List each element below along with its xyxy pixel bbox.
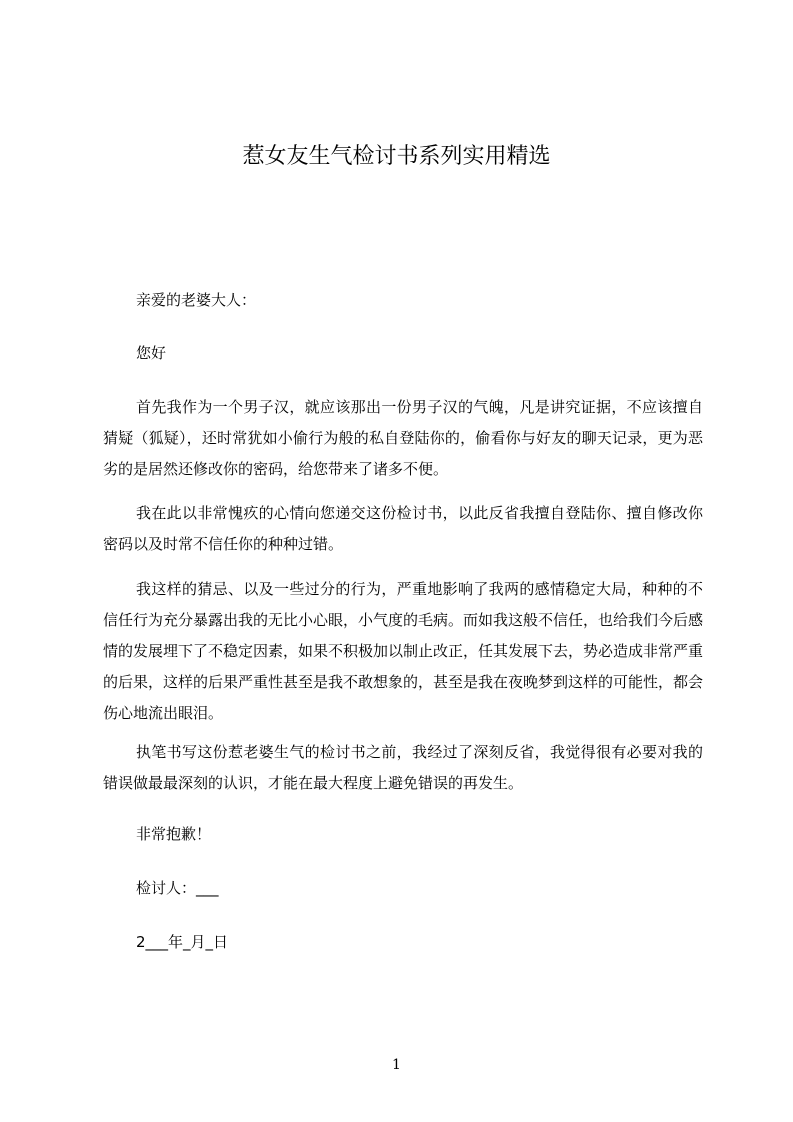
paragraph-2: 我在此以非常愧疚的心情向您递交这份检讨书，以此反省我擅自登陆你、擅自修改你密码以及时常不信任你的种种过错。 bbox=[103, 504, 703, 553]
page-number: 1 bbox=[392, 1057, 401, 1073]
apology-line: 非常抱歉！ bbox=[136, 825, 212, 843]
greeting: 您好 bbox=[136, 344, 167, 362]
paragraph-3: 我这样的猜忌、以及一些过分的行为，严重地影响了我两的感情稳定大局，种种的不信任行为充分暴露出我的无比小心眼，小气度的毛病。而如我这般不信任，也给我们今后感情的发展埋下了不稳定因素，如果不积极加以制止改正，任其发展下去，势必造成非常严重的后果，这样的后果严重性甚至是我不敢想象的，甚至是我在夜晚梦到这样的可能性，都会伤心地流出眼泪。 bbox=[103, 580, 704, 722]
salutation: 亲爱的老婆大人： bbox=[136, 291, 257, 309]
date-line: 2___年_月_日 bbox=[136, 933, 229, 951]
paragraph-1: 首先我作为一个男子汉，就应该那出一份男子汉的气魄，凡是讲究证据，不应该擅自猜疑（狐疑），还时常犹如小偷行为般的私自登陆你的，偷看你与好友的聊天记录，更为恶劣的是居然还修改你的密码，给您带来了诸多不便。 bbox=[103, 398, 703, 478]
document-title: 惹女友生气检讨书系列实用精选 bbox=[242, 144, 551, 169]
signer-line: 检讨人：___ bbox=[136, 879, 219, 897]
paragraph-4: 执笔书写这份惹老婆生气的检讨书之前，我经过了深刻反省，我觉得很有必要对我的错误做最最深刻的认识，才能在最大程度上避免错误的再发生。 bbox=[103, 743, 703, 792]
